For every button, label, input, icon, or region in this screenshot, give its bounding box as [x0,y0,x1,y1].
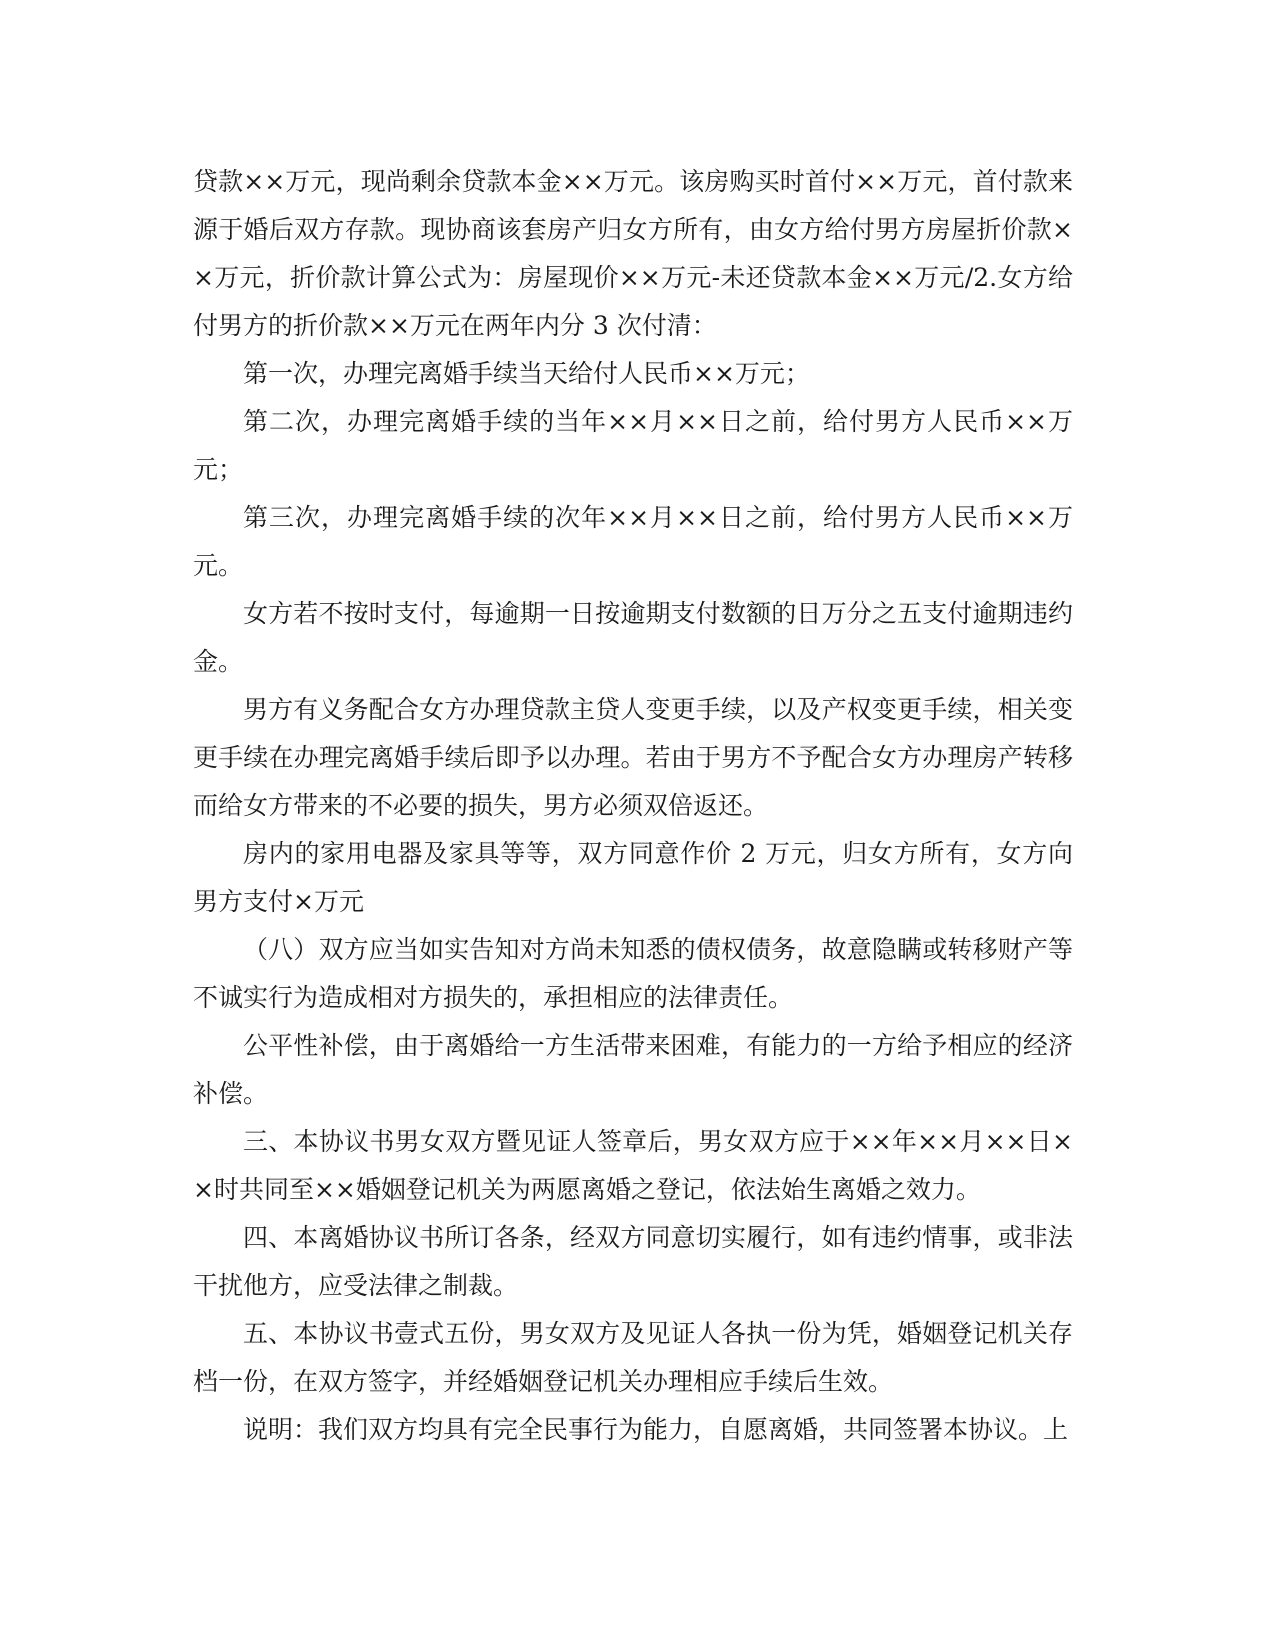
paragraph-8: （八）双方应当如实告知对方尚未知悉的债权债务，故意隐瞒或转移财产等不诚实行为造成相对方损失的，承担相应的法律责任。 [193,935,1073,1012]
document-body [193,158,1073,1454]
paragraph-1: 贷款××万元，现尚剩余贷款本金××万元。该房购买时首付××万元，首付款来源于婚后双方存款。现协商该套房产归女方所有，由女方给付男方房屋折价款××万元，折价款计算公式为：房屋现价××万元-未还贷款本金××万元/2.女方给付男方的折价款××万元在两年内分 3 次付清： [193,167,1073,340]
paragraph-11: 四、本离婚协议书所订各条，经双方同意切实履行，如有违约情事，或非法干扰他方，应受法律之制裁。 [193,1223,1073,1300]
paragraph-6: 男方有义务配合女方办理贷款主贷人变更手续，以及产权变更手续，相关变更手续在办理完离婚手续后即予以办理。若由于男方不予配合女方办理房产转移而给女方带来的不必要的损失，男方必须双倍返还。 [193,695,1073,820]
paragraph-13: 说明：我们双方均具有完全民事行为能力，自愿离婚，共同签署本协议。上 [243,1415,1069,1444]
paragraph-7: 房内的家用电器及家具等等，双方同意作价 2 万元，归女方所有，女方向男方支付×万元 [193,839,1073,916]
paragraph-12: 五、本协议书壹式五份，男女双方及见证人各执一份为凭，婚姻登记机关存档一份，在双方签字，并经婚姻登记机关办理相应手续后生效。 [193,1319,1073,1396]
paragraph-4: 第三次，办理完离婚手续的次年××月××日之前，给付男方人民币××万元。 [193,503,1073,580]
paragraph-3: 第二次，办理完离婚手续的当年××月××日之前，给付男方人民币××万元； [193,407,1073,484]
paragraph-2: 第一次，办理完离婚手续当天给付人民币××万元； [243,359,810,388]
paragraph-5: 女方若不按时支付，每逾期一日按逾期支付数额的日万分之五支付逾期违约金。 [193,599,1073,676]
paragraph-10: 三、本协议书男女双方暨见证人签章后，男女双方应于××年××月××日××时共同至××婚姻登记机关为两愿离婚之登记，依法始生离婚之效力。 [193,1127,1073,1204]
paragraph-9: 公平性补偿，由于离婚给一方生活带来困难，有能力的一方给予相应的经济补偿。 [193,1031,1073,1108]
